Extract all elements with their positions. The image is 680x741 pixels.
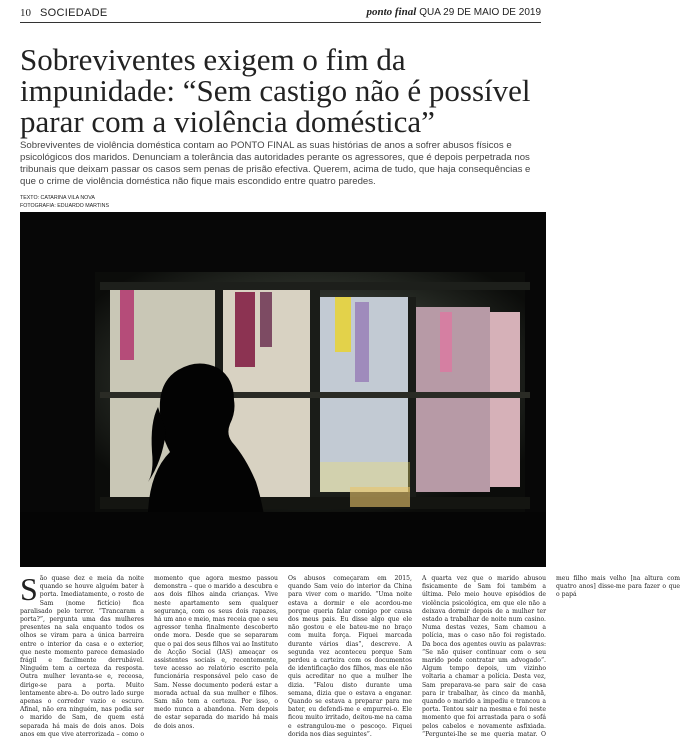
publication-brand [366, 6, 541, 18]
header-rule [20, 22, 541, 23]
credits [20, 194, 109, 210]
section-name: SOCIEDADE [40, 7, 108, 19]
headline: Sobreviventes exigem o fim da impunidade: “Sem castigo não é possível parar com a violência doméstica” [20, 42, 531, 139]
photo-credit: FOTOGRAFIA: EDUARDO MARTINS [20, 203, 109, 209]
issue-date: QUA 29 DE MAIO DE 2019 [419, 7, 541, 18]
photo-silhouette-window-scene [20, 212, 546, 567]
page-number: 10 [20, 7, 31, 19]
body-paragraph: A quarta vez que o marido abusou fisicamente de Sam foi também a última. Pelo meio houve episódios de violência psicológica, em que ele não a deixava dormir depois de a mulher ter estado a trabalhar de noite num casino. Numa destas vezes, Sam chamou a polícia, mas o caso não foi registado. Da boca dos agentes ouviu as palavras: “Se não quiser continuar com o seu marido pode contratar um advogado”. Algum tempo depois, um vizinho voltaria a chamar a polícia. Desta vez, Sam preparava-se para sair de casa para ir trabalhar, às cinco da manhã, quando o marido a impediu e trancou a porta. Tentou sair na mesma e foi neste momento que foi arrastada para o sofá pelos cabelos e novamente asfixiada. “Perguntei-lhe se me queria matar. O meu filho mais velho [na altura com quatro anos] disse-me para fazer o que o papá [422, 575, 680, 738]
article-photo [20, 212, 546, 567]
page-header [20, 0, 541, 22]
drop-cap: S [20, 571, 38, 607]
article-body [20, 571, 680, 741]
brand-name: ponto final [366, 6, 417, 18]
body-paragraph: São quase dez e meia da noite quando se houve alguém bater à porta. Imediatamente, o rosto de Sam (nome fictício) fica paralisado pelo terror. “Trancaram a porta?”, pergunta uma das mulheres presentes na sala enquanto todos os olhos se viram para a única barreira entre o interior da casa e o exterior, que neste momento parece demasiado frágil e facilmente derrubável. Ninguém tem a certeza da resposta. Outra mulher levanta-se e, receosa, dirige-se para a porta. Muito lentamente abre-a. Do outro lado surge apenas o corredor vazio e escuro. Afinal, não era ninguém, nas podia ser o marido de Sam, de quem está separada há mais de dois anos. Dois anos em que vive aterrorizada – como o momento que agora mesmo passou demonstra – que o marido a descubra e aos dois filhos ainda crianças. Vive neste apartamento sem qualquer segurança, com os seus dois rapazes, há um ano e meio, mas receia que o seu agressor tenha finalmente descoberto onde mora. Desde que se separaram que o pai dos seus filhos vai ao Instituto de Acção Social (IAS) ameaçar os assistentes sociais e, recentemente, teve acesso ao relatório escrito pela funcionária responsável pelo caso de Sam. Nesse documento poderá estar a morada actual da sua mulher e filhos. Sam não tem a certeza. Por isso, o medo nunca a abandona. Nem depois de estar separada do marido há mais de dois anos. [20, 571, 278, 738]
body-paragraph: Os abusos começaram em 2015, quando Sam veio do interior da China para viver com o marido. “Uma noite estava a dormir e ele acordou-me porque queria falar comigo por causa dos meus pais. Eu disse algo que ele não gostou e ele bateu-me no braço com muita força. Fiquei marcada durante vários dias”, descreve. A segunda vez aconteceu porque Sam perdeu a carteira com os documentos de identificação dos filhos, mas ele não quis acreditar no que a mulher lhe dizia. “Falou disto durante uma semana, dizia que o estava a enganar. Quando se estava a preparar para me bater, eu defendi-me e empurrei-o. Ele ficou muito irritado, deitou-me na cama e estrangulou-me o pescoço. Fiquei dorida nos dias seguintes”. [288, 575, 412, 738]
text-credit: TEXTO: CATARINA VILA NOVA [20, 195, 95, 201]
lead-paragraph: Sobreviventes de violência doméstica contam ao PONTO FINAL as suas histórias de anos a sofrer abusos físicos e psicológicos dos maridos. Denunciam a tolerância das autoridades perante os agressores, que é depois perpetrada nos tribunais que deixam passar os casos sem penas de prisão efectiva. Querem, acima de tudo, que haja consequências e que o crime de violência doméstica não fique mais escondido entre quatro paredes. [20, 140, 531, 187]
